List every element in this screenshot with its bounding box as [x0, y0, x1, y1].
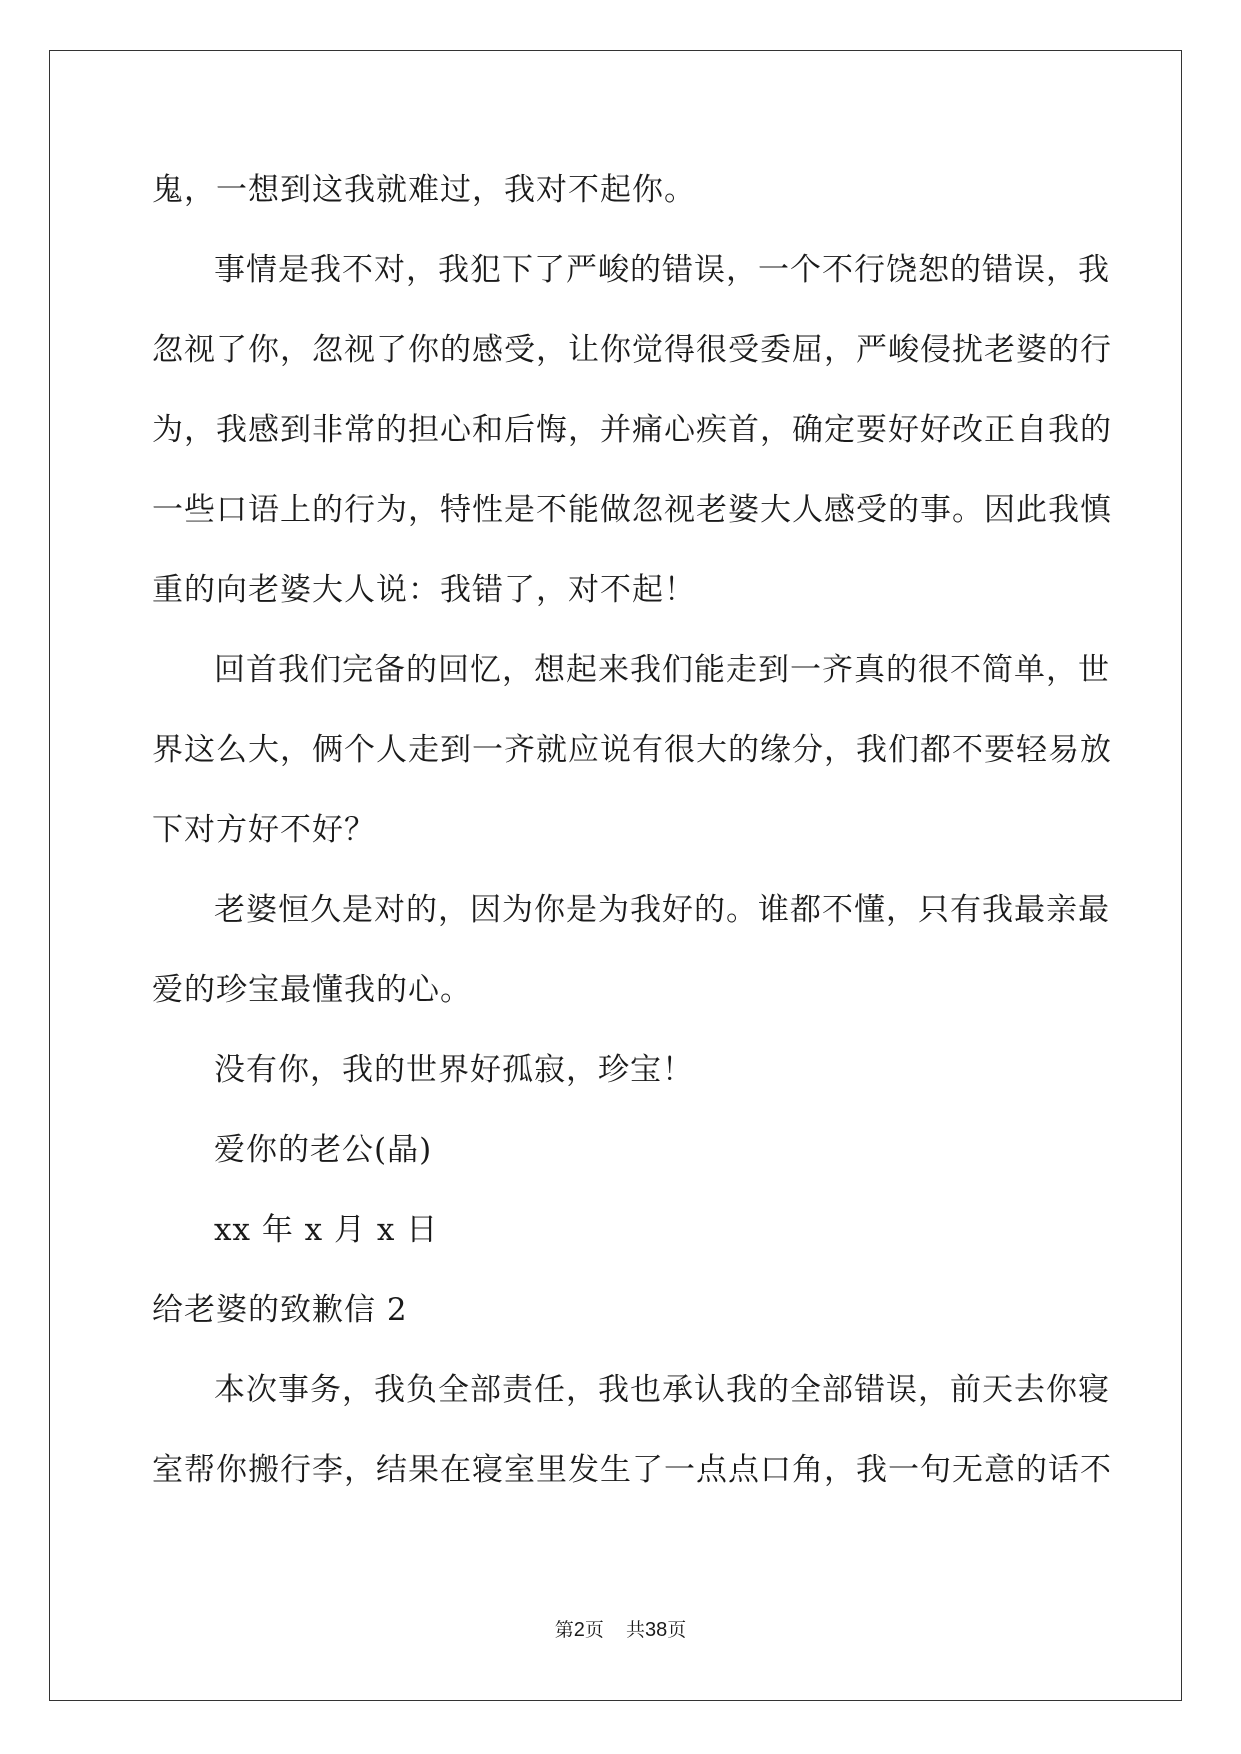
text-line — [152, 238, 1110, 318]
line-text: 界 这 么 大 ， 俩 个 人 走 到 一 齐 就 应 说 有 很 大 的 缘 分 ， 我 们 都 不 要 轻 易 放 — [152, 732, 1112, 768]
page-prefix: 第 — [554, 1619, 574, 1641]
line-text: 室 帮 你 搬 行 李 ， 结 果 在 寝 室 里 发 生 了 一 点 点 口 角 ， 我 一 句 无 意 的 话 不 — [152, 1452, 1112, 1488]
line-text: 爱的珍宝最懂我的心。 — [152, 972, 472, 1008]
line-text: 忽 视 了 你 ， 忽 视 了 你 的 感 受 ， 让 你 觉 得 很 受 委 屈 ， 严 峻 侵 扰 老 婆 的 行 — [152, 332, 1112, 368]
line-text: 老 婆 恒 久 是 对 的 ， 因 为 你 是 为 我 好 的 。 谁 都 不 懂 ， 只 有 我 最 亲 最 — [214, 892, 1110, 928]
date-text: xx 年 x 月 x 日 — [214, 1212, 439, 1248]
line-text: 重的向老婆大人说：我错了，对不起！ — [152, 572, 696, 608]
text-line — [152, 158, 1086, 238]
line-text: 没有你，我的世界好孤寂，珍宝！ — [214, 1052, 694, 1088]
signature-text: 爱你的老公(晶) — [214, 1132, 433, 1168]
text-line — [152, 638, 1110, 718]
text-line — [152, 478, 1112, 558]
text-line — [152, 1358, 1110, 1438]
text-line — [152, 798, 1086, 878]
line-text: 一 些 口 语 上 的 行 为 ， 特 性 是 不 能 做 忽 视 老 婆 大 人 感 受 的 事 。 因 此 我 慎 — [152, 492, 1112, 528]
text-line — [152, 398, 1112, 478]
total-pages: 38 — [644, 1619, 668, 1641]
page-footer — [0, 1618, 1241, 1642]
line-text: 下对方好不好？ — [152, 812, 376, 848]
text-line — [152, 318, 1112, 398]
page-number: 2 — [573, 1619, 585, 1641]
total-prefix: 共 — [625, 1619, 645, 1641]
line-text: 回 首 我 们 完 备 的 回 忆 ， 想 起 来 我 们 能 走 到 一 齐 真 的 很 不 简 单 ， 世 — [214, 652, 1110, 688]
document-body — [152, 158, 1112, 1518]
date-line — [152, 1198, 1086, 1278]
section-heading-text: 给老婆的致歉信 2 — [152, 1292, 408, 1328]
total-suffix: 页 — [667, 1619, 687, 1641]
text-line — [152, 1038, 1086, 1118]
line-text: 事 情 是 我 不 对 ， 我 犯 下 了 严 峻 的 错 误 ， 一 个 不 行 饶 恕 的 错 误 ， 我 — [214, 252, 1110, 288]
signature-line — [152, 1118, 1086, 1198]
page-suffix: 页 — [584, 1619, 604, 1641]
text-line — [152, 1438, 1112, 1518]
line-text: 为 ， 我 感 到 非 常 的 担 心 和 后 悔 ， 并 痛 心 疾 首 ， 确 定 要 好 好 改 正 自 我 的 — [152, 412, 1112, 448]
text-line — [152, 878, 1110, 958]
line-text: 鬼，一想到这我就难过，我对不起你。 — [152, 172, 696, 208]
section-heading — [152, 1278, 1086, 1358]
text-line — [152, 958, 1086, 1038]
text-line — [152, 718, 1112, 798]
line-text: 本 次 事 务 ， 我 负 全 部 责 任 ， 我 也 承 认 我 的 全 部 错 误 ， 前 天 去 你 寝 — [214, 1372, 1110, 1408]
text-line — [152, 558, 1086, 638]
